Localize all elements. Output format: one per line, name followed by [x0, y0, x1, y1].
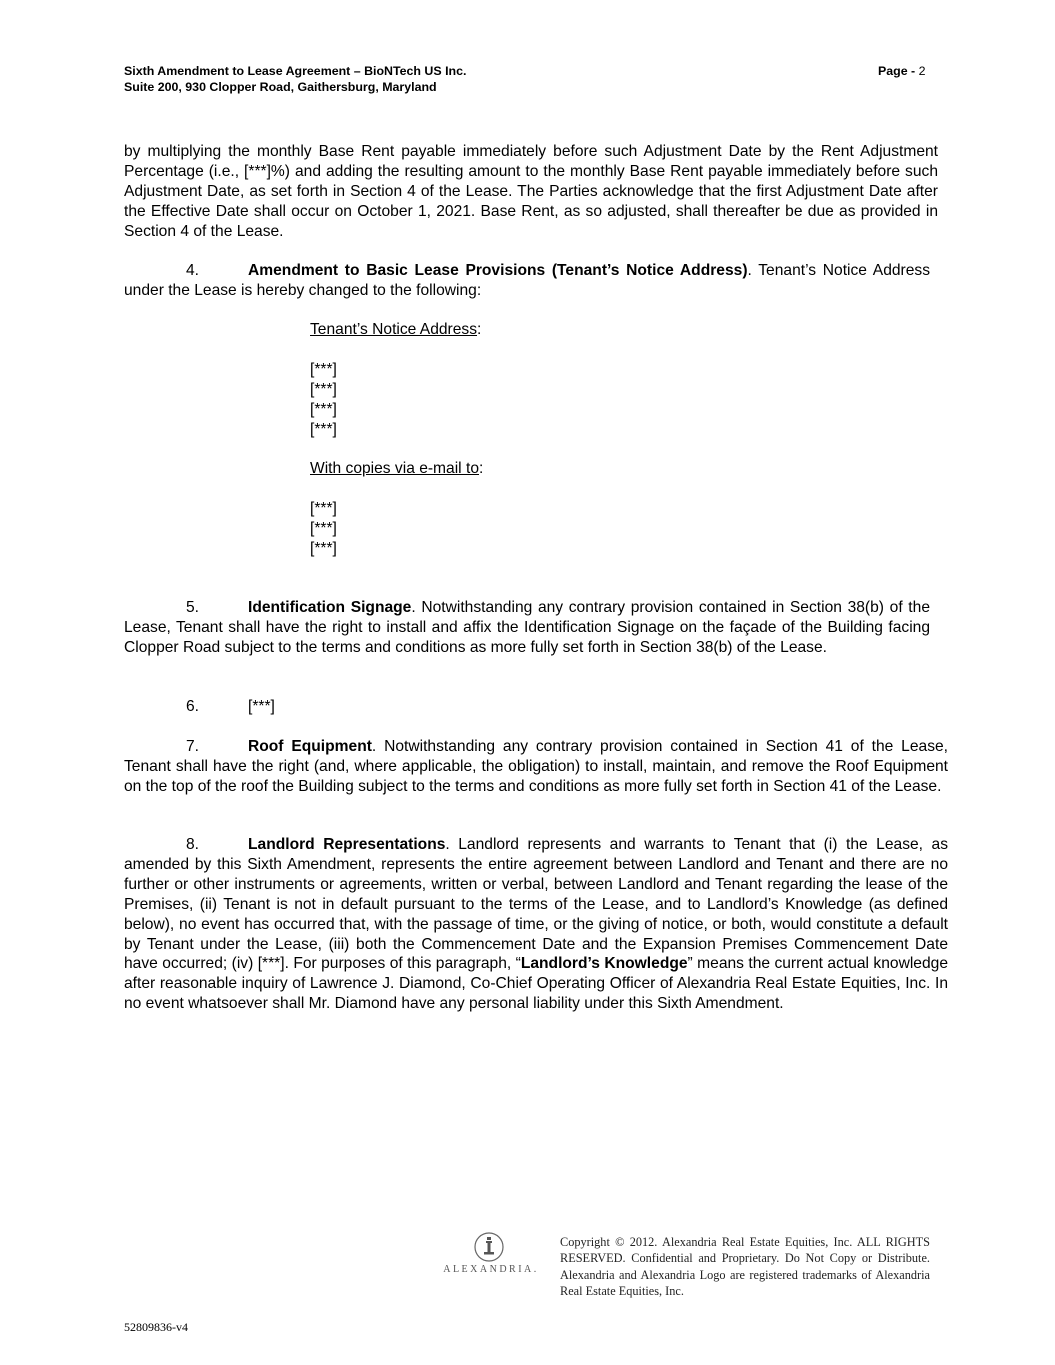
section-4-heading: Amendment to Basic Lease Provisions (Tenant’s Notice Address): [248, 262, 748, 279]
paragraph-continued: [124, 142, 938, 242]
notice-address-label: Tenant’s Notice Address: [310, 321, 478, 338]
alexandria-emblem-icon: [436, 1230, 546, 1286]
copyright-text: Copyright © 2012. Alexandria Real Estate Equities, Inc. ALL RIGHTS RESERVED. Confidential and Proprietary. Do Not Copy or Distribute. Alexandria and Alexandria Logo are registered trademarks of Alexandria Real Estate Equities, Inc.: [560, 1235, 930, 1298]
copies-line: [***]: [310, 500, 337, 518]
logo-wordmark: ALEXANDRIA.: [443, 1264, 539, 1275]
section-8: [124, 835, 948, 1014]
section-4-number: 4.: [186, 262, 200, 279]
notice-address-line: [***]: [310, 380, 337, 398]
copies-line: [***]: [310, 539, 337, 557]
section-5-heading: Identification Signage: [248, 599, 412, 616]
header-title-line2: Suite 200, 930 Clopper Road, Gaithersburg, Maryland: [124, 80, 437, 94]
page-number: 2: [918, 64, 926, 78]
section-7: [124, 737, 948, 797]
notice-address-line: [***]: [310, 420, 337, 438]
section-5-number: 5.: [186, 599, 200, 616]
copyright-notice: [560, 1234, 930, 1299]
page-label: Page -: [878, 64, 916, 78]
paragraph-continued-text: by multiplying the monthly Base Rent payable immediately before such Adjustment Date by the Rent Adjustment Percentage (i.e., [***]%) and adding the resulting amount to the monthly Base Rent payable immediately before such Adjustment Date, as set forth in Section 4 of the Lease. The Parties acknowledge that the first Adjustment Date after the Effective Date shall occur on October 1, 2021. Base Rent, as so adjusted, shall thereafter be due as provided in Section 4 of the Lease.: [124, 143, 938, 240]
section-6: [124, 697, 930, 717]
section-8-text-b: ” means the current actual knowledge after reasonable inquiry of Lawrence J. Diamond, Co-Chief Operating Officer of Alexandria Real Estate Equities, Inc. In no event whatsoever shall Mr. Diamond have any personal liability under this Sixth Amendment.: [124, 955, 948, 1013]
section-7-text: . Notwithstanding any contrary provision contained in Section 41 of the Lease, Tenant shall have the right (and, where applicable, the obligation) to install, maintain, and remove the Roof Equipment on the top of the roof the Building subject to the terms and conditions as more fully set forth in Section 41 of the Lease.: [124, 738, 948, 795]
defined-term: Landlord’s Knowledge: [520, 955, 688, 973]
section-4-text: . Tenant’s Notice Address under the Lease is hereby changed to the following:: [124, 262, 931, 299]
header-title-line1: Sixth Amendment to Lease Agreement – BioNTech US Inc.: [124, 64, 467, 78]
section-5: [124, 598, 930, 658]
section-7-number: 7.: [186, 738, 200, 755]
page-number-label: [878, 63, 938, 79]
notice-address-line: [***]: [310, 400, 337, 418]
section-8-number: 8.: [186, 836, 200, 853]
section-5-text: . Notwithstanding any contrary provision contained in Section 38(b) of the Lease, Tenant shall have the right to install and affix the Identification Signage on the façade of the Building facing Clopper Road subject to the terms and conditions as more fully set forth in Section 38(b) of the Lease.: [124, 599, 930, 656]
section-6-number: 6.: [186, 698, 200, 715]
section-7-heading: Roof Equipment: [248, 738, 372, 755]
page-header: [124, 63, 944, 95]
section-8-text-a: . Landlord represents and warrants to Tenant that (i) the Lease, as amended by this Sixth Amendment, represents the entire agreement between Landlord and Tenant and there are no further or other instruments or agreements, written or verbal, between Landlord and Tenant regarding the lease of the Premises, (ii) Tenant is not in default pursuant to the terms of the Lease, and to Landlord’s Knowledge (as defined below), no event has occurred that, with the passage of time, or the giving of notice, or both, would constitute a default by Tenant under the Lease, (iii) both the Commencement Date and the Expansion Premises Commencement Date have occurred; (iv) [***]. For purposes of this paragraph, “: [124, 836, 948, 973]
copies-line: [***]: [310, 520, 337, 538]
section-8-heading: Landlord Representations: [248, 836, 446, 853]
alexandria-logo: [436, 1230, 546, 1286]
copies-label: With copies via e-mail to: [310, 460, 479, 478]
section-4: [124, 261, 930, 301]
notice-address-line: [***]: [310, 360, 337, 378]
section-6-text: [***]: [248, 698, 275, 715]
notice-address-block: Tenant’s Notice Address: [***] [***] [***] [***] With copies via e-mail to: [***] [***] [***]: [310, 320, 710, 559]
document-id: 52809836-v4: [124, 1320, 188, 1334]
